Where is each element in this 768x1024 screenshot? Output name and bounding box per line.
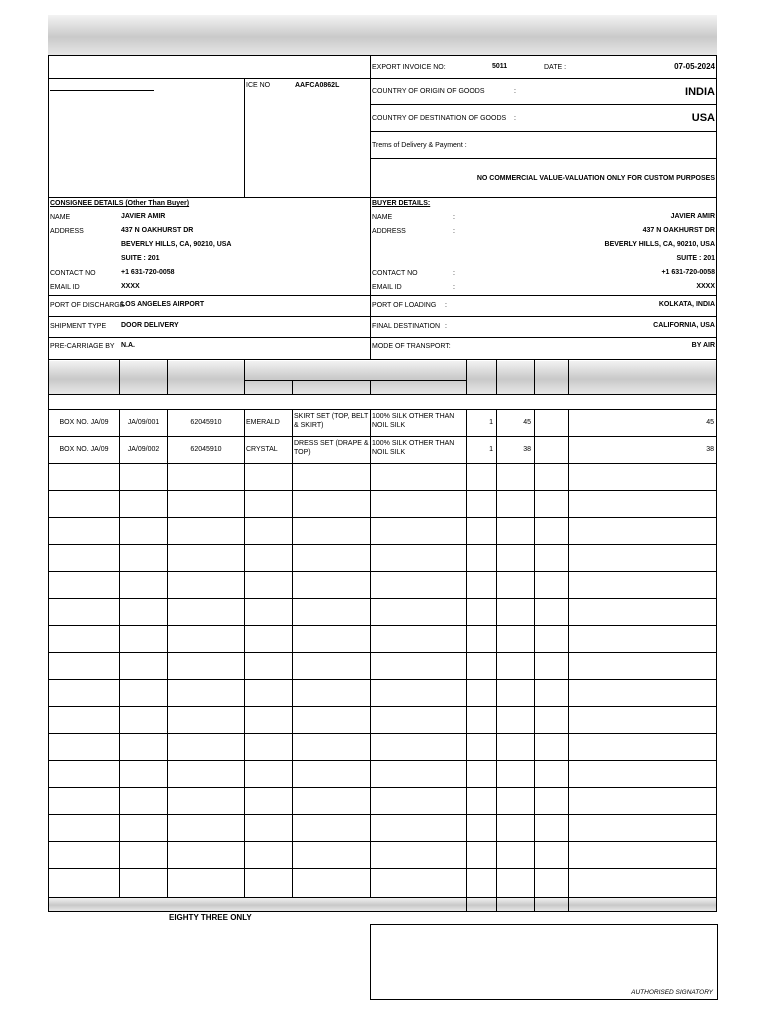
valuation-notice: NO COMMERCIAL VALUE-VALUATION ONLY FOR CUSTOM PURPOSES (476, 175, 715, 182)
buyer-email-colon: : (453, 284, 455, 291)
totals-band (49, 898, 716, 911)
amount-in-words: EIGHTY THREE ONLY (169, 913, 252, 922)
consignee-name-label: NAME (50, 214, 71, 221)
buyer-contact-colon: : (453, 270, 455, 277)
rate-cell: 45 (523, 419, 531, 426)
buyer-address-label: ADDRESS (372, 228, 406, 235)
buyer-address-1: 437 N OAKHURST DR (642, 227, 715, 234)
buyer-name-label: NAME (372, 214, 393, 221)
shipment-type-label: SHIPMENT TYPE (50, 323, 107, 330)
color-cell: EMERALD (246, 419, 280, 426)
box-cell: BOX NO. JA/09 (59, 419, 109, 426)
consignee-contact: +1 631-720-0058 (121, 269, 175, 276)
loading-colon: : (445, 302, 447, 309)
final-destination-colon: : (445, 323, 447, 330)
hs-code-cell: 62045910 (190, 446, 222, 453)
qty-cell: 1 (489, 419, 493, 426)
material-cell: 100% SILK OTHER THAN NOIL SILK (372, 413, 455, 429)
origin-colon: : (514, 88, 516, 95)
consignee-address-1: 437 N OAKHURST DR (121, 227, 194, 234)
buyer-email-label: EMAIL ID (372, 284, 402, 291)
mode-of-transport-value: BY AIR (691, 342, 715, 349)
ref-cell: JA/09/002 (127, 446, 160, 453)
precarriage-label: PRE-CARRIAGE BY (50, 343, 115, 350)
ice-no: AAFCA0862L (295, 82, 340, 89)
final-destination-value: CALIFORNIA, USA (653, 322, 715, 329)
destination-colon: : (514, 115, 516, 122)
buyer-address-colon: : (453, 228, 455, 235)
invoice-no-label: EXPORT INVOICE NO: (372, 64, 446, 71)
buyer-contact-label: CONTACT NO (372, 270, 418, 277)
description-cell: DRESS SET (DRAPE & TOP) (294, 440, 369, 456)
material-cell: 100% SILK OTHER THAN NOIL SILK (372, 440, 455, 456)
shipment-type-value: DOOR DELIVERY (121, 322, 179, 329)
origin-value: INDIA (685, 86, 715, 98)
buyer-contact: +1 631-720-0058 (661, 269, 715, 276)
box-cell: BOX NO. JA/09 (59, 446, 109, 453)
consignee-title: CONSIGNEE DETAILS (Other Than Buyer) (50, 200, 190, 207)
destination-label: COUNTRY OF DESTINATION OF GOODS (372, 115, 507, 122)
terms-label: Trems of Delivery & Payment : (372, 142, 467, 149)
invoice-date: 07-05-2024 (674, 62, 715, 71)
consignee-address-label: ADDRESS (50, 228, 84, 235)
description-cell: SKIRT SET (TOP, BELT & SKIRT) (294, 413, 369, 429)
ice-no-label: ICE NO (246, 82, 271, 89)
buyer-address-3: SUITE : 201 (676, 255, 715, 262)
rate-cell: 38 (523, 446, 531, 453)
loading-label: PORT OF LOADING (372, 302, 437, 309)
hs-code-cell: 62045910 (190, 419, 222, 426)
buyer-name-colon: : (453, 214, 455, 221)
final-destination-label: FINAL DESTINATION (372, 323, 441, 330)
precarriage-value: N.A. (121, 342, 135, 349)
color-cell: CRYSTAL (246, 446, 278, 453)
authorised-signatory: AUTHORISED SIGNATORY (631, 989, 713, 996)
title-band (48, 15, 717, 55)
discharge-label: PORT OF DISCHARGE (50, 302, 125, 309)
consignee-address-2: BEVERLY HILLS, CA, 90210, USA (121, 241, 232, 248)
ref-cell: JA/09/001 (127, 419, 160, 426)
amount-cell: 38 (706, 446, 714, 453)
amount-cell: 45 (706, 419, 714, 426)
mode-of-transport-label: MODE OF TRANSPORT: (372, 343, 451, 350)
consignee-name: JAVIER AMIR (121, 213, 166, 220)
consignee-email-label: EMAIL ID (50, 284, 80, 291)
table-header-band (49, 361, 716, 394)
qty-cell: 1 (489, 446, 493, 453)
buyer-name: JAVIER AMIR (670, 213, 715, 220)
consignee-contact-label: CONTACT NO (50, 270, 96, 277)
buyer-address-2: BEVERLY HILLS, CA, 90210, USA (604, 241, 715, 248)
buyer-email: XXXX (696, 283, 715, 290)
loading-value: KOLKATA, INDIA (658, 301, 715, 308)
origin-label: COUNTRY OF ORIGIN OF GOODS (372, 88, 485, 95)
consignee-address-3: SUITE : 201 (121, 255, 160, 262)
date-label: DATE : (544, 64, 567, 71)
buyer-title: BUYER DETAILS: (372, 200, 431, 207)
destination-value: USA (691, 112, 715, 124)
invoice-no: 5011 (492, 63, 508, 70)
discharge-value: LOS ANGELES AIRPORT (121, 301, 205, 308)
consignee-email: XXXX (121, 283, 140, 290)
